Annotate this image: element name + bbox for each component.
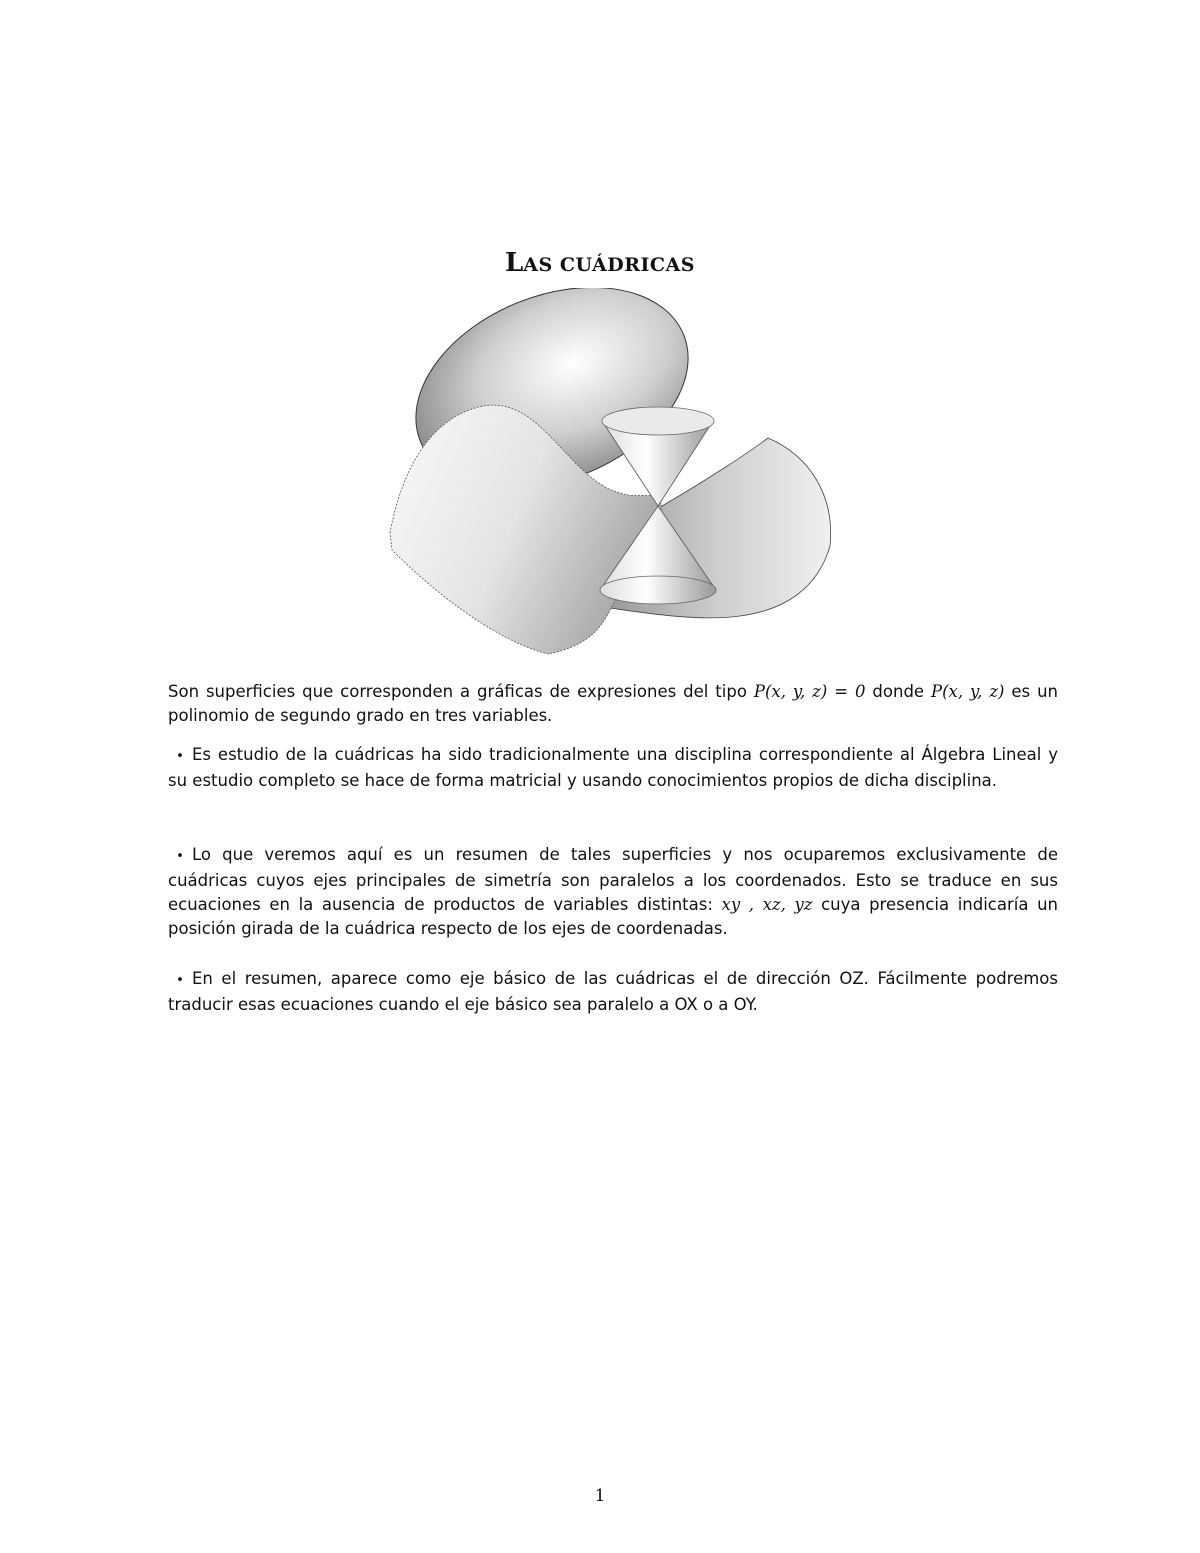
bullet-item: • Es estudio de la cuádricas ha sido tradicionalmente una disciplina correspondiente al Álgebra Lineal y su estudio completo se hace de forma matricial y usando conocimientos propios de dicha disciplina. [168,745,1058,790]
math-expression: xy , xz, yz [721,895,813,914]
quadrics-illustration [380,288,840,660]
bullet-item: • Lo que veremos aquí es un resumen de tales superficies y nos ocuparemos exclusivamente de cuádricas cuyos ejes principales de simetría son paralelos a los coordenados. Esto se traduce en sus ecuaciones en la ausencia de productos de variables distintas: xy , xz, yz cuya presencia indicaría un posición girada de la cuádrica respecto de los ejes de coordenadas. [168,845,1058,938]
page-title: LAS CUÁDRICAS [505,248,695,278]
bullet-icon: • [176,749,184,764]
math-expression: P(x, y, z) = 0 [753,682,866,701]
math-expression: P(x, y, z) [931,682,1005,701]
bullet-icon: • [176,973,184,988]
bullet-icon: • [176,849,184,864]
intro-paragraph: Son superficies que corresponden a gráficas de expresiones del tipo P(x, y, z) = 0 donde P(x, y, z) es un polinomio de segundo grado en tres variables. [168,682,1058,725]
bullet-item: • En el resumen, aparece como eje básico de las cuádricas el de dirección OZ. Fácilmente podremos traducir esas ecuaciones cuando el eje básico sea paralelo a OX o a OY. [168,969,1058,1014]
page-number: 1 [594,1486,606,1506]
